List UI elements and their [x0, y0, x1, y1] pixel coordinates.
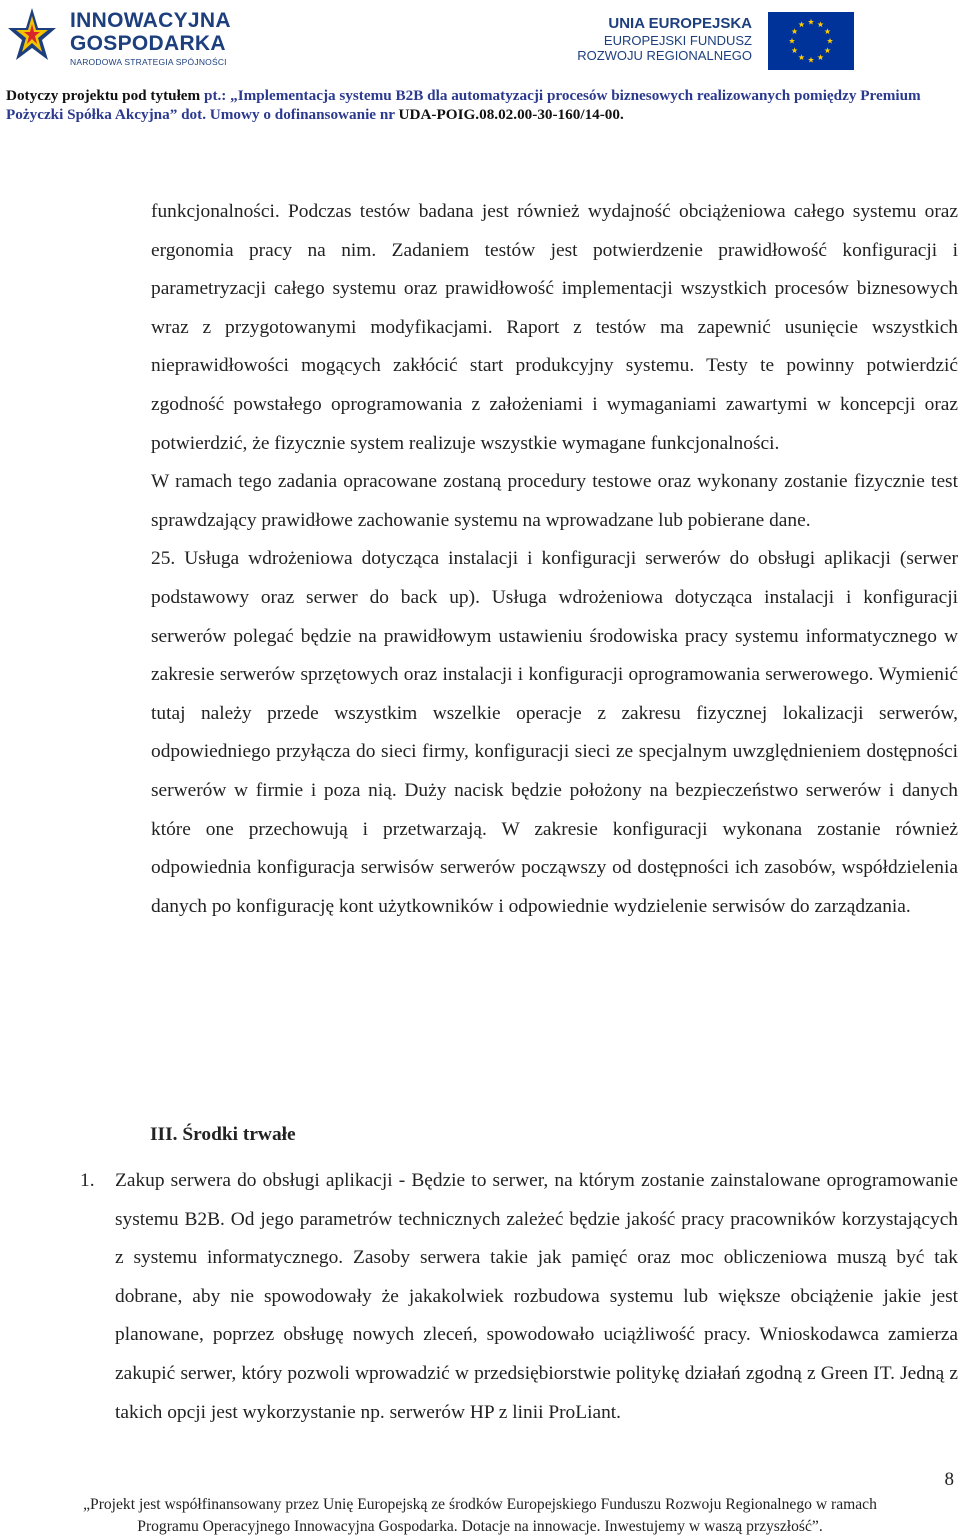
eu-logo-line-1: UNIA EUROPEJSKA [608, 15, 752, 32]
ig-star-logo-icon [6, 6, 58, 70]
document-body [151, 193, 958, 926]
subject-title-part1: pt.: „Implementacja systemu B2B dla automatyzacji procesów biznesowych realizowanych pomiędzy Premium [204, 87, 921, 104]
eu-logo [577, 12, 948, 72]
footer [0, 1494, 960, 1538]
paragraph-3: 25. Usługa wdrożeniowa dotycząca instalacji i konfiguracji serwerów do obsługi aplikacji (serwer podstawowy oraz serwer do back up). Usługa wdrożeniowa dotycząca instalacji i konfiguracji serwerów polegać będzie na prawidłowym ustawieniu środowiska pracy systemu informatycznego w zakresie serwerów sprzętowych oraz instalacji i konfiguracji oprogramowania serwerowego. Wymienić tutaj należy przede wszystkim wszelkie operacje z zakresu fizycznej lokalizacji serwerów, odpowiedniego przyłącza do sieci firmy, konfiguracji sieci ze specjalnym uwzględnieniem dostępności serwerów w firmie i poza nią. Duży nacisk będzie położony na bezpieczeństwo serwerów i danych które one przechowują i przetwarzają. W zakresie konfiguracji wykonana zostanie również odpowiednia konfiguracja serwisów serwerów począwszy od dostępności ich zasobów, współdzielenia danych po konfigurację kont użytkowników i odpowiednie wydzielenie serwisów do zarządzania. [151, 548, 958, 917]
subject-prefix: Dotyczy projektu pod tytułem [6, 87, 204, 104]
project-subject [6, 86, 956, 124]
innowacyjna-gospodarka-logo [6, 6, 231, 72]
footer-line-1: „Projekt jest współfinansowany przez Unię Europejską ze środków Europejskiego Funduszu Rozwoju Regionalnego w ramach [83, 1496, 877, 1513]
paragraph-2: W ramach tego zadania opracowane zostaną procedury testowe oraz wykonany zostanie fizycznie test sprawdzający prawidłowe zachowanie systemu na wprowadzane lub pobierane dane. [151, 471, 958, 531]
numbered-list [80, 1162, 958, 1432]
eu-logo-line-2: EUROPEJSKI FUNDUSZ [603, 33, 752, 48]
subject-title-part2: Pożyczki Spółka Akcyjna” dot. Umowy o dofinansowanie nr [6, 106, 399, 123]
logo-line-2: GOSPODARKA [70, 32, 226, 55]
eu-flag-icon [768, 12, 854, 70]
logo-line-3: NARODOWA STRATEGIA SPÓJNOŚCI [70, 57, 227, 67]
section-heading: III. Środki trwałe [150, 1124, 296, 1145]
list-item-text: Zakup serwera do obsługi aplikacji - Będzie to serwer, na którym zostanie zainstalowane oprogramowanie systemu B2B. Od jego parametrów technicznych zależeć będzie jakość pracy pracowników korzystających z systemu informatycznego. Zasoby serwera takie jak pamięć oraz moc obliczeniowa muszą być tak dobrane, aby nie spowodowały że jakakolwiek rozbudowa systemu lub większe obciążenie jakie jest planowane, poprzez obsługę nowych zleceń, spowodowało uciążliwość pracy. Wnioskodawca zamierza zakupić serwer, który pozwoli wprowadzić w przedsiębiorstwie politykę działań zgodną z Green IT. Jedną z takich opcji jest wykorzystanie np. serwerów HP z linii ProLiant. [115, 1170, 958, 1423]
page-number: 8 [944, 1469, 954, 1490]
footer-line-2: Programu Operacyjnego Innowacyjna Gospodarka. Dotacje na innowacje. Inwestujemy w waszą przyszłość”. [137, 1518, 823, 1535]
list-item [80, 1162, 958, 1432]
list-item-number: 1. [80, 1170, 95, 1191]
agreement-number: UDA-POIG.08.02.00-30-160/14-00. [398, 106, 624, 123]
paragraph-1: funkcjonalności. Podczas testów badana jest również wydajność obciążeniowa całego systemu oraz ergonomia pracy na nim. Zadaniem testów jest potwierdzenie prawidłowość konfiguracji i parametryzacji całego systemu oraz prawidłowość implementacji wszystkich procesów biznesowych wraz z przygotowanymi modyfikacjami. Raport z testów ma zapewnić usunięcie wszystkich nieprawidłowości mogących zakłócić start produkcyjny systemu. Testy te powinny potwierdzić zgodność powstałego oprogramowania z założeniami i wymaganiami zawartymi w koncepcji oraz potwierdzić, że fizycznie system realizuje wszystkie wymagane funkcjonalności. [151, 201, 958, 454]
logo-line-1: INNOWACYJNA [70, 9, 231, 32]
eu-logo-line-3: ROZWOJU REGIONALNEGO [577, 48, 752, 63]
